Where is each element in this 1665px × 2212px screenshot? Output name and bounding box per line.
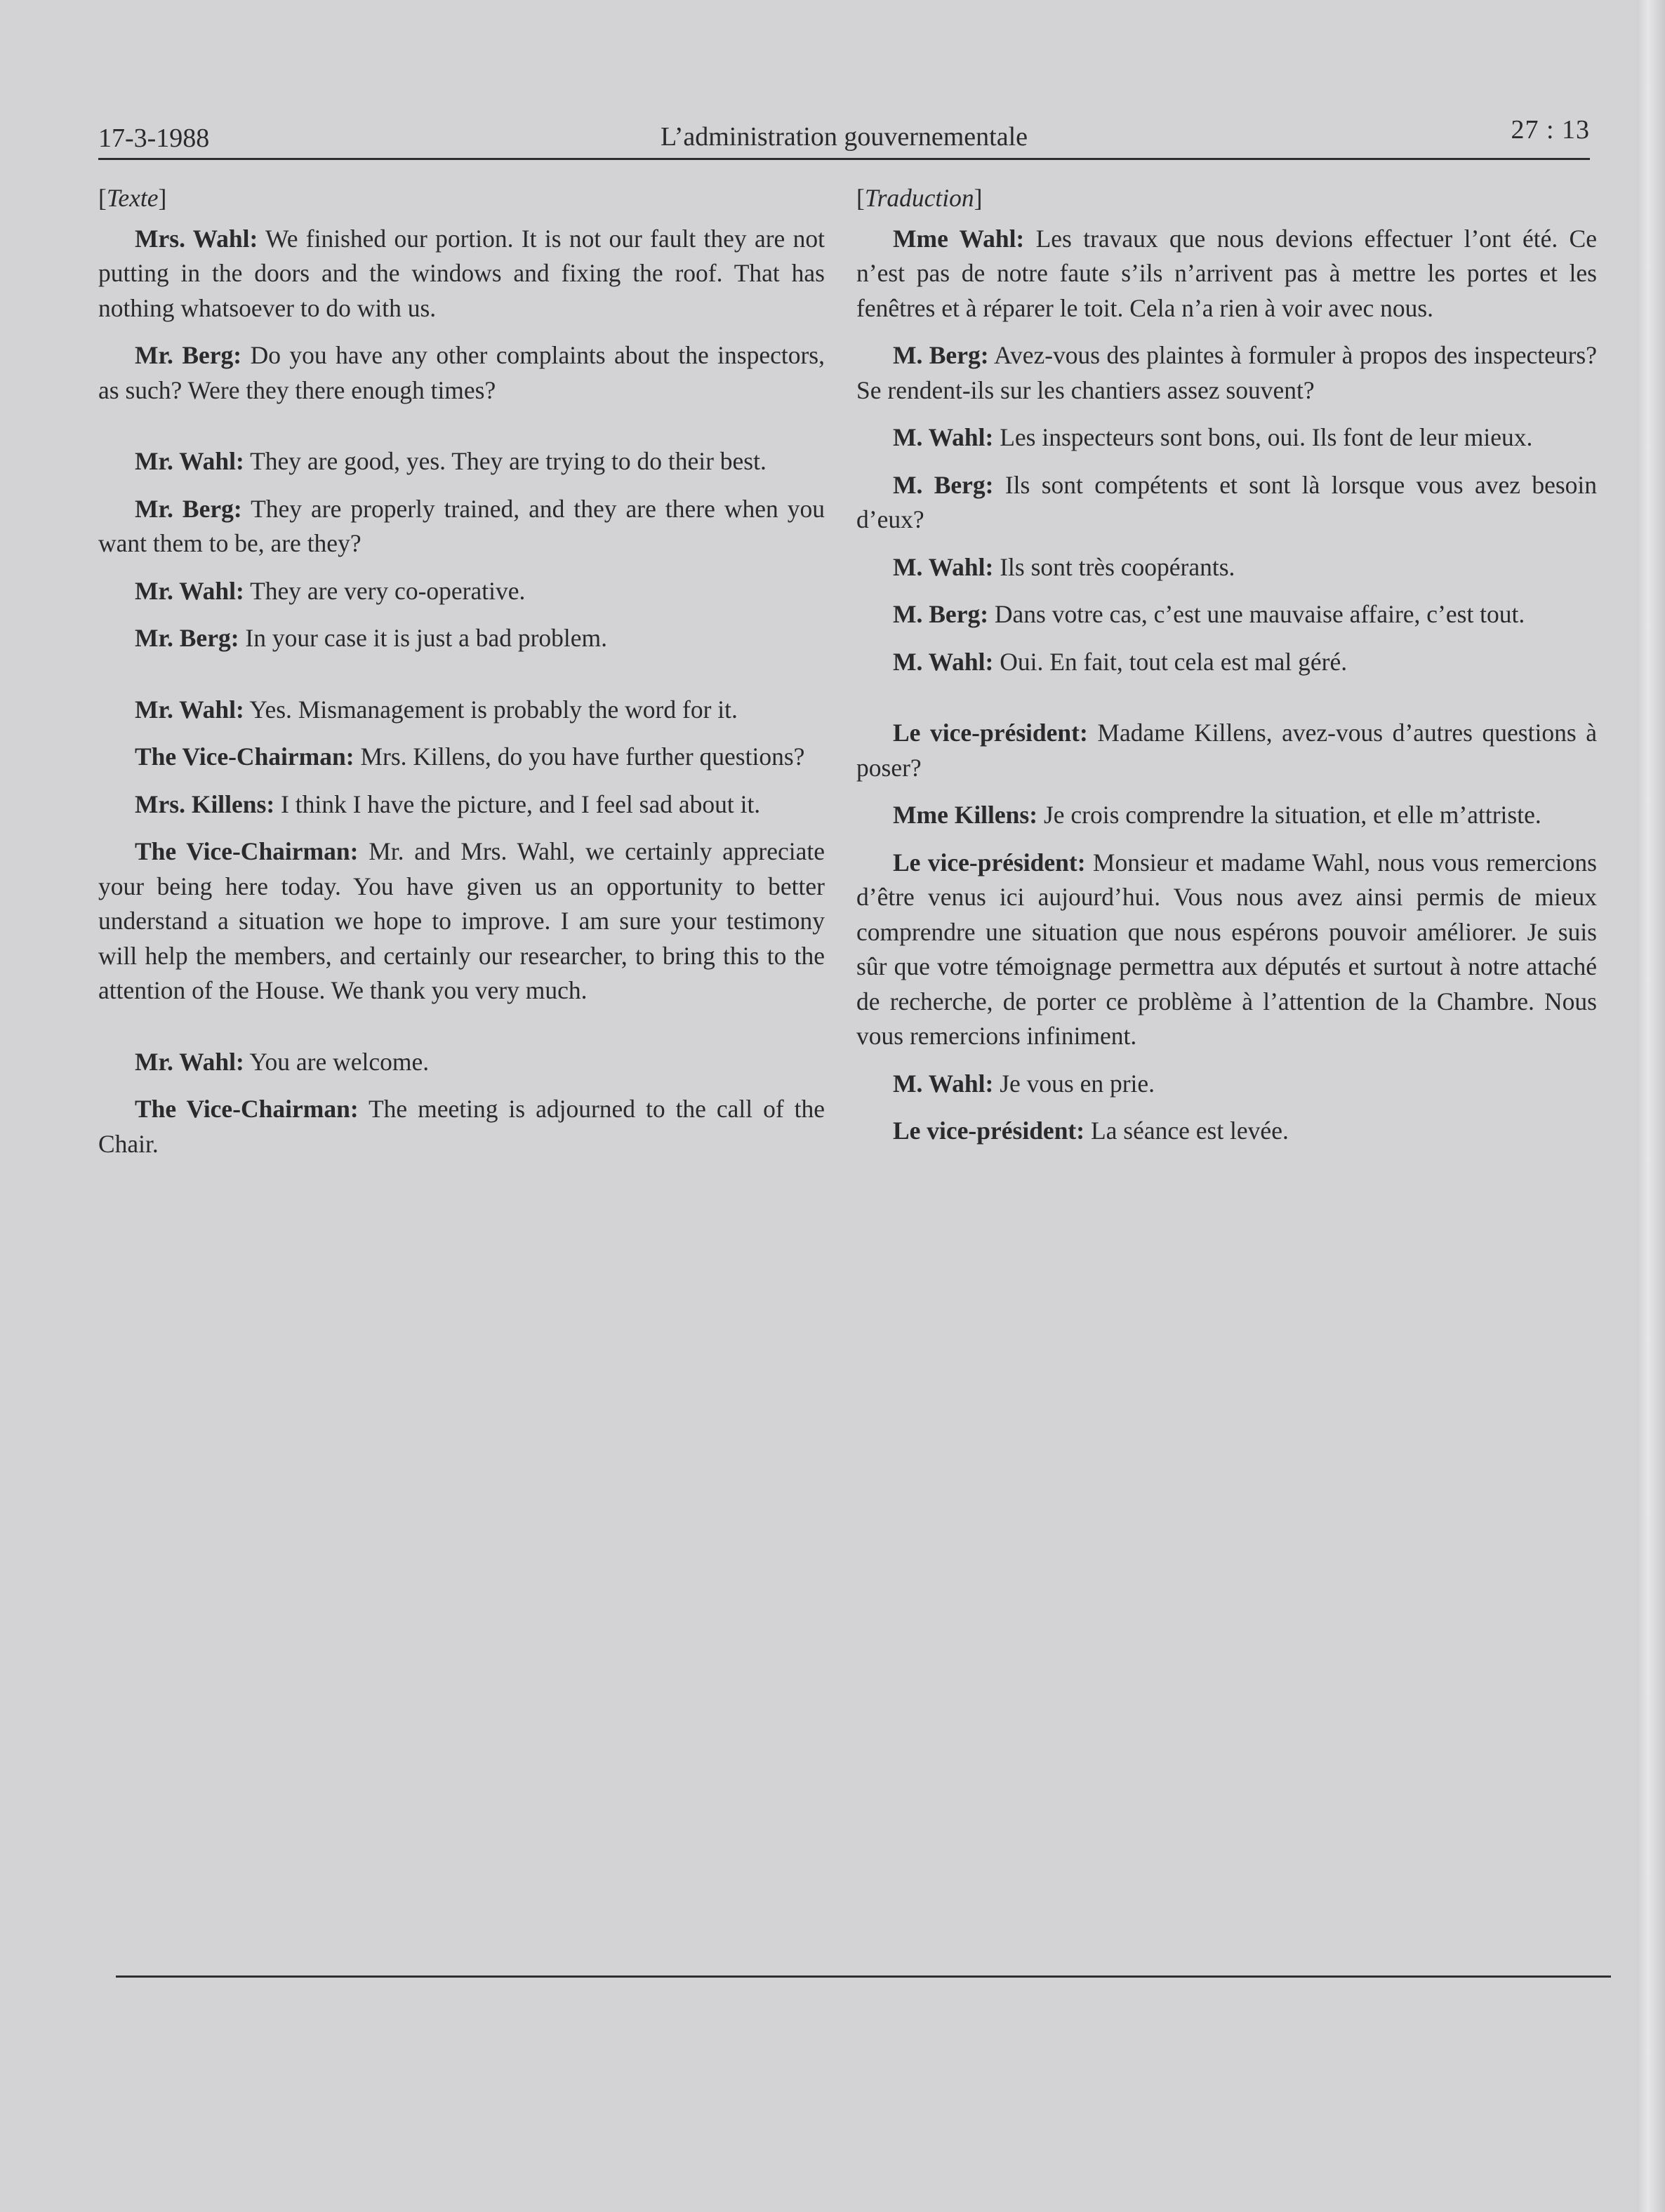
transcript-paragraph [856, 338, 1597, 408]
speaker-name: Le vice-président: [893, 719, 1088, 747]
transcript-paragraph [856, 420, 1597, 455]
speech-text: You are welcome. [249, 1047, 430, 1076]
transcript-paragraph [98, 621, 825, 656]
transcript-paragraph [856, 222, 1597, 326]
header-date: 17-3-1988 [98, 124, 210, 153]
speaker-name: M. Wahl: [893, 647, 994, 676]
transcript-paragraph [856, 1067, 1597, 1102]
speaker-name: Mr. Wahl: [135, 576, 244, 605]
speech-text: They are properly trained, and they are there when you want them to be, are they? [98, 494, 825, 557]
transcript-paragraph [856, 798, 1597, 833]
transcript-paragraph [98, 338, 825, 408]
speaker-name: Mme Wahl: [893, 224, 1025, 253]
transcript-paragraph [98, 834, 825, 1008]
speaker-name: Mr. Wahl: [135, 447, 244, 475]
speaker-name: M. Berg: [893, 470, 994, 499]
speech-text: Les travaux que nous devions effectuer l’ont été. Ce n’est pas de notre faute s’ils n’arrivent pas à mettre les portes et les fenêtres et à réparer le toit. Cela n’a rien à voir avec nous. [856, 224, 1597, 322]
speaker-name: Mr. Berg: [135, 624, 239, 652]
header-page-number: 27 : 13 [1511, 115, 1590, 145]
speaker-name: The Vice-Chairman: [135, 837, 359, 865]
speech-text: Ils sont compétents et sont là lorsque vous avez besoin d’eux? [856, 470, 1598, 533]
english-column [98, 181, 825, 1174]
transcript-paragraph [856, 550, 1597, 585]
speaker-name: Mr. Wahl: [135, 695, 244, 724]
speaker-name: M. Berg: [893, 341, 989, 369]
speaker-name: Mrs. Wahl: [135, 224, 258, 253]
speaker-name: Mrs. Killens: [135, 789, 275, 818]
speaker-name: Mme Killens: [893, 801, 1038, 829]
transcript-paragraph [98, 1045, 825, 1080]
speech-text: I think I have the picture, and I feel sad about it. [281, 789, 761, 818]
speech-text: Les inspecteurs sont bons, oui. Ils font de leur mieux. [1000, 423, 1533, 451]
transcript-paragraph [98, 222, 825, 326]
speech-text: Ils sont très coopérants. [1000, 552, 1235, 581]
speech-text: Madame Killens, avez-vous d’autres questions à poser? [856, 719, 1597, 782]
page-header [98, 105, 1590, 160]
speaker-name: The Vice-Chairman: [135, 1095, 359, 1123]
speech-text: In your case it is just a bad problem. [245, 624, 608, 652]
speech-text: Dans votre cas, c’est une mauvaise affaire, c’est tout. [994, 600, 1525, 628]
section-tag-traduction: [Traduction] [856, 184, 983, 212]
speech-text: La séance est levée. [1090, 1117, 1289, 1145]
page-edge [1637, 0, 1665, 2212]
transcript-paragraph [98, 1092, 825, 1161]
transcript-paragraph [856, 716, 1597, 785]
transcript-paragraph [856, 645, 1597, 680]
transcript-paragraph [856, 468, 1597, 538]
french-column [856, 181, 1597, 1161]
transcript-paragraph [856, 1114, 1597, 1149]
speech-text: Je vous en prie. [1000, 1069, 1155, 1098]
speaker-name: M. Wahl: [893, 552, 994, 581]
speech-text: Oui. En fait, tout cela est mal géré. [1000, 647, 1348, 676]
speech-text: Mrs. Killens, do you have further questions? [360, 742, 805, 771]
speaker-name: M. Wahl: [893, 423, 994, 451]
speech-text: Do you have any other complaints about the inspectors, as such? Were they there enough times? [98, 341, 825, 404]
speaker-name: M. Berg: [893, 600, 989, 628]
transcript-paragraph [98, 492, 825, 561]
transcript-paragraph [98, 574, 825, 609]
speech-text: Monsieur et madame Wahl, nous vous remercions d’être venus ici aujourd’hui. Vous nous avez ainsi permis de mieux comprendre une situation que nous espérons pouvoir améliorer. Je suis sûr que votre témoignage permettra aux députés et surtout à notre attaché de recherche, de porter ce problème à l’attention de la Chambre. Nous vous remercions infiniment. [856, 848, 1597, 1050]
speaker-name: Mr. Berg: [135, 494, 242, 523]
speaker-name: Mr. Wahl: [135, 1047, 244, 1076]
bottom-rule [116, 1976, 1611, 1978]
speaker-name: M. Wahl: [893, 1069, 994, 1098]
transcript-paragraph [856, 846, 1597, 1054]
speech-text: Mr. and Mrs. Wahl, we certainly appreciate your being here today. You have given us an opportunity to better understand a situation we hope to improve. I am sure your testimony will help the members, and certainly our researcher, to bring this to the attention of the House. We thank you very much. [98, 837, 825, 1004]
section-tag-texte: [Texte] [98, 184, 167, 212]
transcript-paragraph [98, 693, 825, 728]
speaker-name: Mr. Berg: [135, 341, 242, 369]
speech-text: The meeting is adjourned to the call of the Chair. [98, 1095, 825, 1158]
transcript-paragraph [856, 597, 1597, 632]
speech-text: Yes. Mismanagement is probably the word for it. [249, 695, 738, 724]
speaker-name: The Vice-Chairman: [135, 742, 354, 771]
transcript-paragraph [98, 787, 825, 822]
speech-text: We finished our portion. It is not our fault they are not putting in the doors and the windows and fixing the roof. That has nothing whatsoever to do with us. [98, 224, 825, 322]
transcript-paragraph [98, 740, 825, 775]
speaker-name: Le vice-président: [893, 1117, 1085, 1145]
transcript-paragraph [98, 444, 825, 479]
speaker-name: Le vice-président: [893, 848, 1086, 877]
speech-text: Je crois comprendre la situation, et elle m’attriste. [1043, 801, 1541, 829]
speech-text: They are very co-operative. [250, 576, 526, 605]
header-title: L’administration gouvernementale [660, 122, 1028, 152]
speech-text: Avez-vous des plaintes à formuler à propos des inspecteurs? Se rendent-ils sur les chantiers assez souvent? [856, 341, 1597, 404]
speech-text: They are good, yes. They are trying to do their best. [250, 447, 767, 475]
